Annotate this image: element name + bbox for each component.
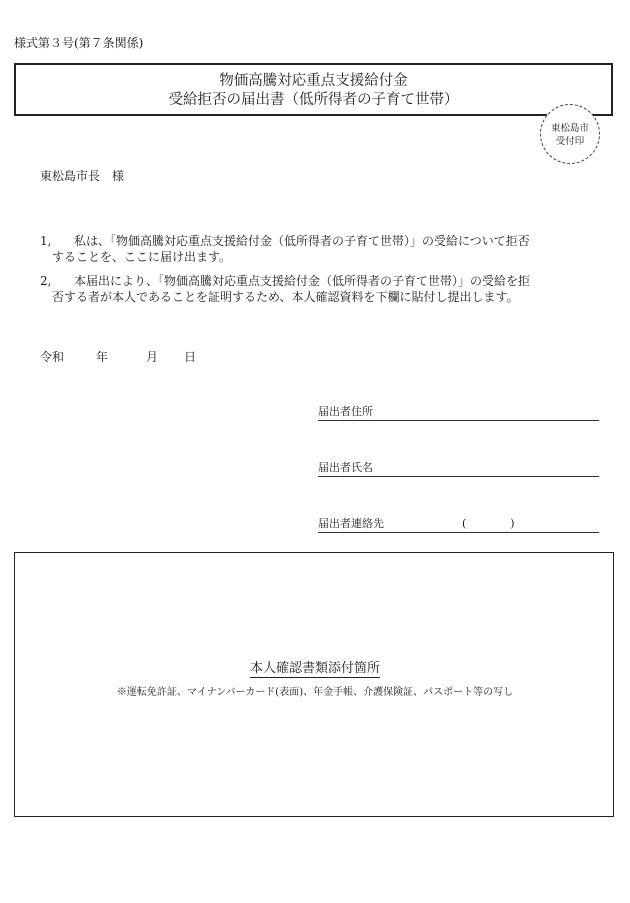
paragraph-number: 2, xyxy=(40,274,52,288)
date-era: 令和 xyxy=(40,350,65,364)
contact-field[interactable] xyxy=(318,515,599,533)
paragraph-text-continued: 否する者が本人であることを証明するため、本人確認資料を下欄に貼付し提出します。 xyxy=(52,290,519,304)
paragraph-text: 本届出により、「物価高騰対応重点支援給付金（低所得者の子育て世帯）」の受給を拒 xyxy=(74,274,531,288)
paragraph-text-continued: することを、ここに届け出ます。 xyxy=(52,250,232,264)
paragraph-number: 1, xyxy=(40,234,52,248)
address-field[interactable] xyxy=(318,403,599,421)
reception-stamp-area xyxy=(540,104,600,164)
id-document-attachment-area xyxy=(14,552,614,817)
date-day: 日 xyxy=(184,350,197,364)
title-line-2: 受給拒否の届出書（低所得者の子育て世帯） xyxy=(168,92,459,108)
name-label: 届出者氏名 xyxy=(318,461,373,474)
attachment-note: ※運転免許証、マイナンバーカード(表面)、年金手帳、介護保険証、パスポート等の写し xyxy=(116,687,514,698)
address-label: 届出者住所 xyxy=(318,405,373,418)
stamp-city-label: 東松島市 xyxy=(550,123,589,134)
date-line xyxy=(40,348,196,365)
paragraph-text: 私は、「物価高騰対応重点支援給付金（低所得者の子育て世帯）」の受給について拒否 xyxy=(74,234,530,248)
contact-label: 届出者連絡先 xyxy=(318,517,384,530)
contact-parentheses: ( ) xyxy=(462,517,515,530)
date-year: 年 xyxy=(96,350,109,364)
stamp-reception-label: 受付印 xyxy=(555,136,585,147)
form-number: 様式第３号(第７条関係) xyxy=(14,36,144,50)
paragraph-2 xyxy=(40,273,600,305)
addressee: 東松島市長 様 xyxy=(40,169,125,183)
paragraph-1 xyxy=(40,233,600,265)
attachment-title: 本人確認書類添付箇所 xyxy=(249,661,380,676)
date-month: 月 xyxy=(146,350,159,364)
name-field[interactable] xyxy=(318,459,599,477)
title-box xyxy=(14,63,613,116)
title-line-1: 物価高騰対応重点支援給付金 xyxy=(219,73,408,89)
